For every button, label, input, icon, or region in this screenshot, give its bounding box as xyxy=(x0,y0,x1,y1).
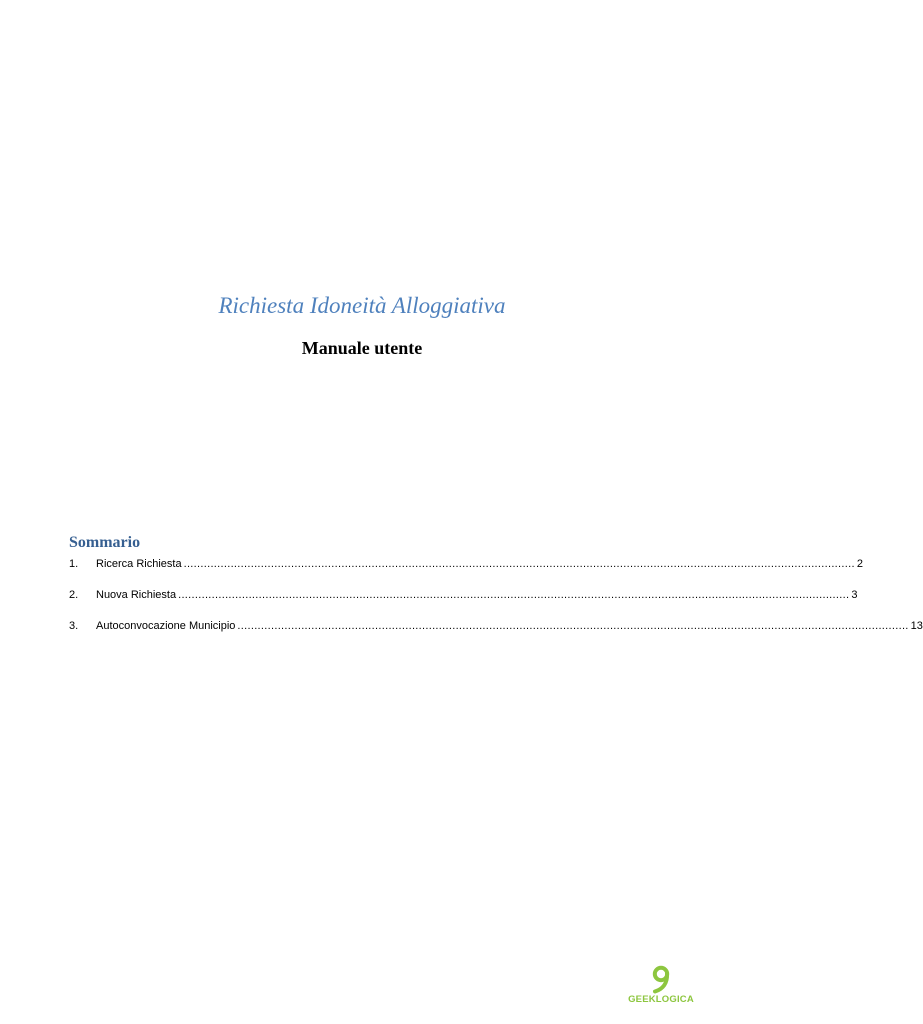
toc-entry-page: 13 xyxy=(910,620,923,632)
toc-entry-number: 2. xyxy=(69,589,79,601)
toc-dot-leader: ........................................................................................................................................................................................................ xyxy=(237,620,909,632)
toc-entry-nuova-richiesta[interactable] xyxy=(69,587,858,603)
toc-entry-label: Autoconvocazione Municipio xyxy=(96,620,236,632)
toc-heading: Sommario xyxy=(69,534,141,551)
logo-wordmark: GEEKLOGICA xyxy=(628,994,694,1005)
document-subtitle: Manuale utente xyxy=(301,338,423,358)
toc-entry-ricerca-richiesta[interactable] xyxy=(69,556,863,572)
document-title: Richiesta Idoneità Alloggiativa xyxy=(218,293,506,318)
toc-entry-number: 1. xyxy=(69,558,79,570)
toc-entry-label: Ricerca Richiesta xyxy=(96,558,182,570)
toc-entry-page: 3 xyxy=(851,589,858,601)
toc-dot-leader: ........................................................................................................................................................................................................ xyxy=(183,558,855,570)
toc-entry-page: 2 xyxy=(856,558,863,570)
geeklogica-logo xyxy=(628,965,694,1011)
toc-dot-leader: ........................................................................................................................................................................................................ xyxy=(178,589,850,601)
geeklogica-logo-icon xyxy=(651,965,671,993)
toc-entry-autoconvocazione-municipio[interactable] xyxy=(69,618,923,634)
table-of-contents xyxy=(69,556,923,649)
toc-entry-label: Nuova Richiesta xyxy=(96,589,177,601)
toc-entry-number: 3. xyxy=(69,620,79,632)
